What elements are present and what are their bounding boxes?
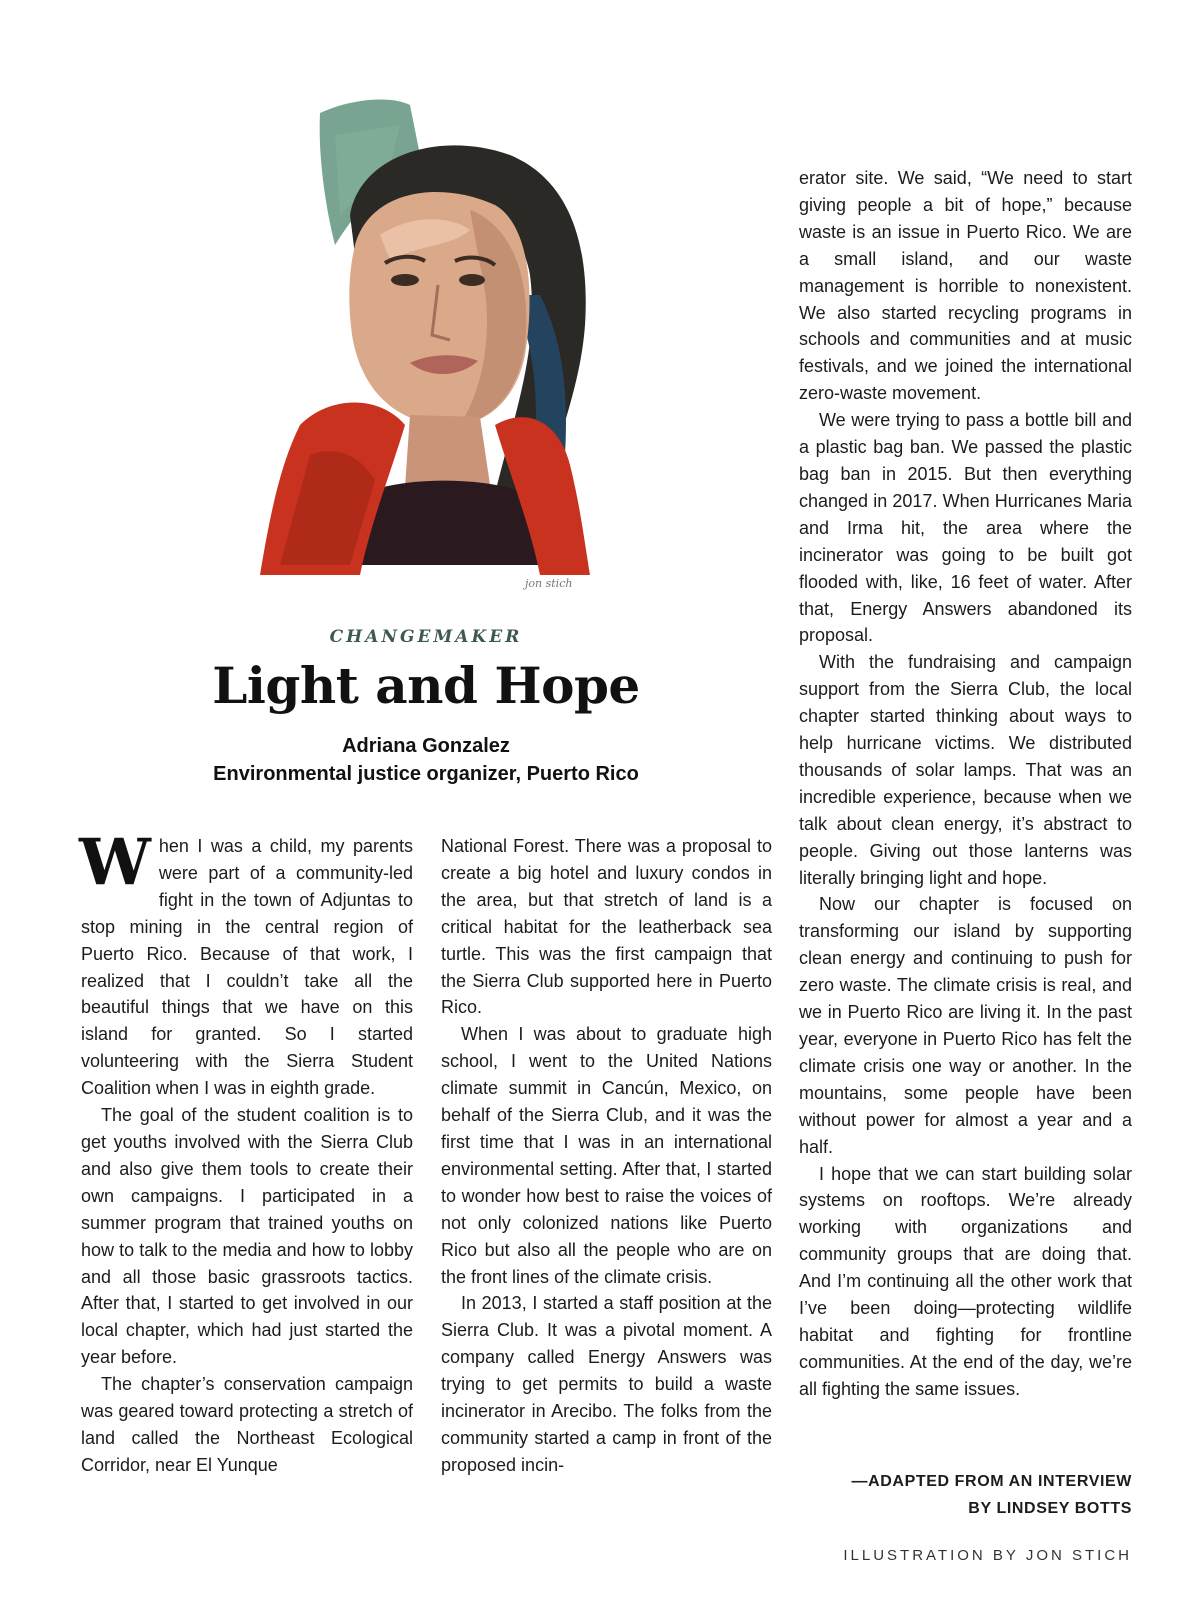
interview-credit-line-2: BY LINDSEY BOTTS — [968, 1500, 1132, 1517]
article-title: Light and Hope — [212, 656, 640, 715]
paragraph: erator site. We said, “We need to start giving people a bit of hope,” because waste is an issue in Puerto Rico. We are a small island, and our waste management is horrible to nonexistent. We also started recycling programs in schools and communities and at music festivals, and we joined the international zero-waste movement. — [799, 168, 1132, 404]
paragraph: Now our chapter is focused on transforming our island by supporting clean energy and continuing to push for zero waste. The climate crisis is real, and we in Puerto Rico are living it. In the past year, everyone in Puerto Rico has felt the climate crisis one way or another. In the mountains, some people have been without power for almost a year and a half. — [799, 894, 1132, 1157]
portrait-painting — [240, 95, 630, 615]
article-column-3 — [799, 165, 1132, 1403]
right-eye — [459, 274, 485, 286]
paragraph: With the fundraising and campaign support from the Sierra Club, the local chapter started thinking about ways to help hurricane victims. We distributed thousands of solar lamps. That was an incredible experience, because when we talk about clean energy, it’s abstract to people. Giving out those lanterns was literally bringing light and hope. — [799, 652, 1132, 888]
paragraph: The chapter’s conservation campaign was geared toward protecting a stretch of land called the Northeast Ecological Corridor, near El Yunque — [81, 1374, 413, 1475]
interview-credit-line-1: —ADAPTED FROM AN INTERVIEW — [851, 1473, 1132, 1490]
artist-signature: jon stich — [525, 577, 573, 590]
portrait-illustration — [240, 95, 630, 615]
subject-name: Adriana Gonzalez — [342, 735, 510, 757]
neck — [405, 415, 490, 487]
paragraph: When I was about to graduate high school, I went to the United Nations climate summit in Cancún, Mexico, on behalf of the Sierra Club, and it was the first time that I was in an international environmental setting. After that, I started to wonder how best to raise the voices of not only colonized nations like Puerto Rico but also all the people who are on the front lines of the climate crisis. — [441, 1024, 772, 1287]
article-column-1 — [79, 825, 413, 1479]
drop-cap: W — [79, 825, 151, 900]
section-kicker: CHANGEMAKER — [329, 627, 523, 647]
illustration-credit: ILLUSTRATION BY JON STICH — [843, 1547, 1132, 1564]
paragraph: I hope that we can start building solar systems on rooftops. We’re already working with organizations and community groups that are doing that. And I’m continuing all the other work that I’ve been doing—protecting wildlife habitat and fighting for frontline communities. At the end of the day, we’re all fighting the same issues. — [799, 1163, 1132, 1399]
paragraph: When I was a child, my parents were part of a community-led fight in the town of Adjuntas to stop mining in the central region of Puerto Rico. Because of that work, I realized that I couldn’t take all the beautiful things that we have on this island for granted. So I started volunteering with the Sierra Student Coalition when I was in eighth grade. — [79, 825, 413, 1099]
left-eye — [391, 274, 419, 286]
paragraph: In 2013, I started a staff position at the Sierra Club. It was a pivotal moment. A company called Energy Answers was trying to get permits to build a waste incinerator in Arecibo. The folks from the community started a camp in front of the proposed incin- — [441, 1293, 772, 1475]
article-column-2 — [441, 833, 772, 1479]
paragraph: The goal of the student coalition is to get youths involved with the Sierra Club and also give them tools to create their own campaigns. I participated in a summer program that trained youths on how to talk to the media and how to lobby and all those basic grassroots tactics. After that, I started to get involved in our local chapter, which had just started the year before. — [81, 1105, 413, 1368]
paragraph: National Forest. There was a proposal to create a big hotel and luxury condos in the area, but that stretch of land is a critical habitat for the leatherback sea turtle. This was the first campaign that the Sierra Club supported here in Puerto Rico. — [441, 836, 772, 1018]
subject-role: Environmental justice organizer, Puerto Rico — [213, 763, 639, 785]
paragraph: We were trying to pass a bottle bill and a plastic bag ban. We passed the plastic bag ban in 2015. But then everything changed in 2017. When Hurricanes Maria and Irma hit, the area where the incinerator was going to be built got flooded with, like, 16 feet of water. After that, Energy Answers abandoned its proposal. — [799, 410, 1132, 646]
